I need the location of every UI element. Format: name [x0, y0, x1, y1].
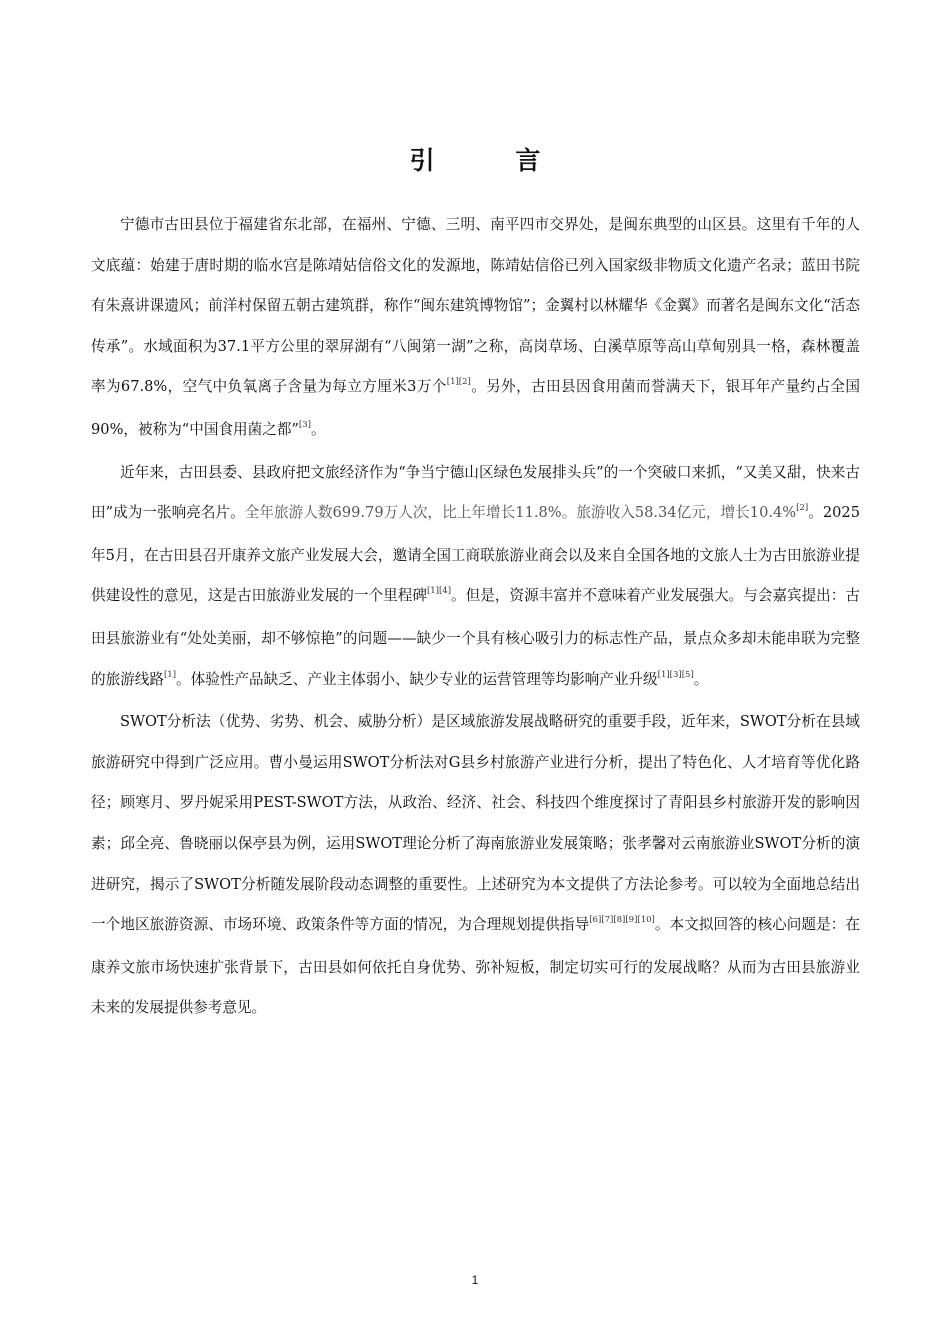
citation: [2] — [796, 503, 809, 514]
citation: [1] — [163, 669, 177, 680]
paragraph-intro-gutian — [91, 205, 860, 453]
citation: [1][4] — [426, 586, 452, 597]
page-number: 1 — [471, 1273, 479, 1287]
citation: [6][7][8][9][10] — [589, 915, 655, 926]
paragraph-text: SWOT分析法（优势、劣势、机会、威胁分析）是区域旅游发展战略研究的重要手段，近年来，SWOT分析在县域旅游研究中得到广泛应用。曹小曼运用SWOT分析法对G县乡村旅游产业进行分析，提出了特色化、人才培育等优化路径；顾寒月、罗丹妮采用PEST-SWOT方法，从政治、经济、社会、科技四个维度探讨了青阳县乡村旅游开发的影响因素；邱全亮、鲁晓丽以保亭县为例，运用SWOT理论分析了海南旅游业发展策略；张孝馨对云南旅游业SWOT分析的演进研究，揭示了SWOT分析随发展阶段动态调整的重要性。上述研究为本文提供了方法论参考。可以较为全面地总结出一个地区旅游资源、市场环境、政策条件等方面的情况，为合理规划提供指导 — [91, 713, 860, 934]
paragraph-swot-method — [91, 702, 860, 1029]
citation: [3] — [298, 419, 311, 430]
paragraph-text: 。另外，古田县因食用菌而誉满天下，银耳年产量约占全国90%，被称为“中国食用菌之都” — [91, 378, 860, 438]
body-text — [91, 205, 860, 1029]
paragraph-text: 。体验性产品缺乏、产业主体弱小、缺少专业的运营管理等均影响产业升级 — [176, 670, 658, 688]
citation: [1][2] — [446, 377, 471, 388]
paragraph-text: 。但是，资源丰富并不意味着产业发展强大。与会嘉宾提出：古田县旅游业有“处处美丽，却不够惊艳”的问题——缺少一个具有核心吸引力的标志性产品，景点众多却未能串联为完整的旅游线路 — [91, 587, 860, 688]
paragraph-tourism-development — [91, 453, 860, 703]
paragraph-text: 。2025年5月，在古田县召开康养文旅产业发展大会，邀请全国工商联旅游业商会以及来自全国各地的文旅人士为古田旅游业提供建设性的意见，这是古田旅游业发展的一个里程碑 — [91, 504, 861, 605]
paragraph-text: 。 — [693, 670, 709, 688]
citation: [1][3][5] — [657, 669, 694, 680]
paragraph-text: 。本文拟回答的核心问题是：在康养文旅市场快速扩张背景下，古田县如何依托自身优势、弥补短板，制定切实可行的发展战略？从而为古田县旅游业未来的发展提供参考意见。 — [91, 916, 860, 1017]
paragraph-text: 宁德市古田县位于福建省东北部，在福州、宁德、三明、南平四市交界处，是闽东典型的山区县。这里有千年的人文底蕴：始建于唐时期的临水宫是陈靖姑信俗文化的发源地，陈靖姑信俗已列入国家级非物质文化遗产名录；蓝田书院有朱熹讲课遗风；前洋村保留五朝古建筑群，称作“闽东建筑博物馆”；金翼村以林耀华《金翼》而著名是闽东文化“活态传承”。水域面积为37.1平方公里的翠屏湖有“八闽第一湖”之称，高岗草场、白溪草原等高山草甸别具一格，森林覆盖率为67.8%，空气中负氧离子含量为每立方厘米3万个 — [91, 216, 860, 396]
section-title: 引 言 — [409, 145, 577, 175]
tourism-statistics-text: 全年旅游人数699.79万人次，比上年增长11.8%。旅游收入58.34亿元，增长10.4% — [244, 504, 797, 522]
paragraph-text: 近年来，古田县委、县政府把文旅经济作为“争当宁德山区绿色发展排头兵”的一个突破口来抓，“又美又甜，快来古田”成为一张响亮名片。 — [91, 463, 860, 522]
paragraph-text: 。 — [310, 420, 326, 438]
